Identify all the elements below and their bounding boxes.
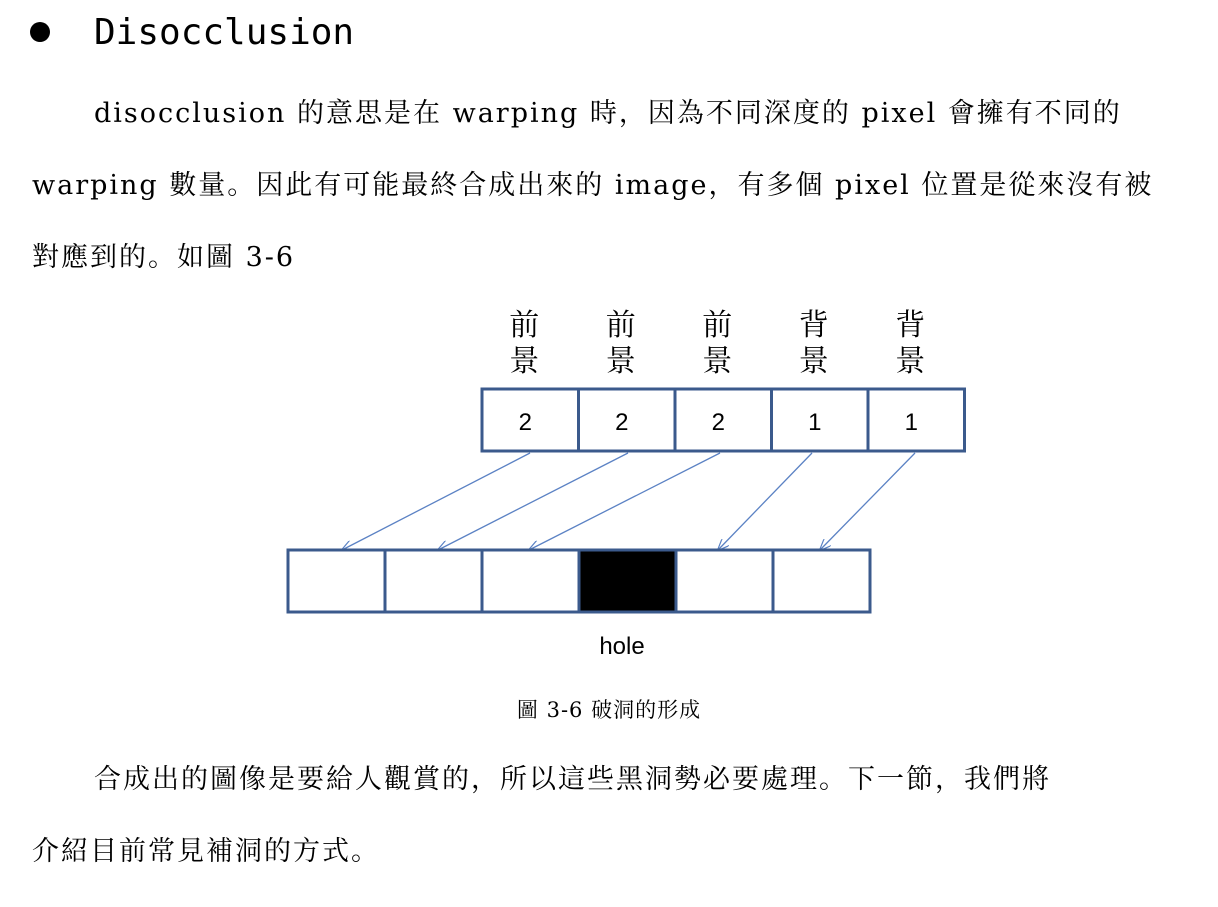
hole-label: hole bbox=[599, 633, 645, 660]
target-pixel-cell bbox=[482, 550, 579, 612]
depth-value: 2 bbox=[615, 409, 629, 436]
paragraph-line: 對應到的。如圖 3-6 bbox=[32, 242, 296, 273]
layer-label-char: 背 bbox=[798, 308, 829, 343]
section-title: Disocclusion bbox=[94, 11, 355, 53]
layer-label-char: 景 bbox=[895, 344, 926, 379]
layer-label-char: 前 bbox=[702, 308, 733, 343]
layer-label-char: 景 bbox=[605, 344, 636, 379]
warp-arrow bbox=[718, 453, 812, 550]
target-pixel-cell bbox=[676, 550, 773, 612]
target-pixel-cell bbox=[773, 550, 870, 612]
warp-arrow bbox=[820, 453, 915, 550]
layer-label-char: 景 bbox=[702, 344, 733, 379]
warp-arrow bbox=[529, 453, 720, 550]
source-pixel-row bbox=[482, 389, 965, 451]
figure-caption: 圖 3-6 破洞的形成 bbox=[516, 698, 702, 722]
depth-value: 1 bbox=[808, 409, 822, 436]
depth-value: 2 bbox=[711, 409, 725, 436]
hole-cell bbox=[579, 550, 676, 612]
paragraph-line: disocclusion 的意思是在 warping 時，因為不同深度的 pixel 會擁有不同的 bbox=[94, 98, 1122, 129]
target-pixel-row bbox=[288, 550, 870, 612]
target-pixel-cell bbox=[385, 550, 482, 612]
paragraph-line: warping 數量。因此有可能最終合成出來的 image，有多個 pixel 位置是從來沒有被 bbox=[32, 170, 1154, 201]
warp-arrow bbox=[342, 453, 530, 550]
layer-labels bbox=[509, 308, 925, 379]
paragraph-line: 介紹目前常見補洞的方式。 bbox=[32, 836, 380, 867]
layer-label-char: 背 bbox=[895, 308, 926, 343]
layer-label-char: 前 bbox=[509, 308, 540, 343]
layer-label-char: 景 bbox=[798, 344, 829, 379]
depth-value: 1 bbox=[904, 409, 918, 436]
target-pixel-cell bbox=[288, 550, 385, 612]
warping-arrows bbox=[342, 453, 915, 550]
layer-label-char: 景 bbox=[509, 344, 540, 379]
paragraph-line: 合成出的圖像是要給人觀賞的，所以這些黑洞勢必要處理。下一節，我們將 bbox=[94, 764, 1051, 795]
layer-label-char: 前 bbox=[605, 308, 636, 343]
depth-value: 2 bbox=[518, 409, 532, 436]
warp-arrow bbox=[438, 453, 628, 550]
closing-paragraph bbox=[32, 744, 1156, 888]
